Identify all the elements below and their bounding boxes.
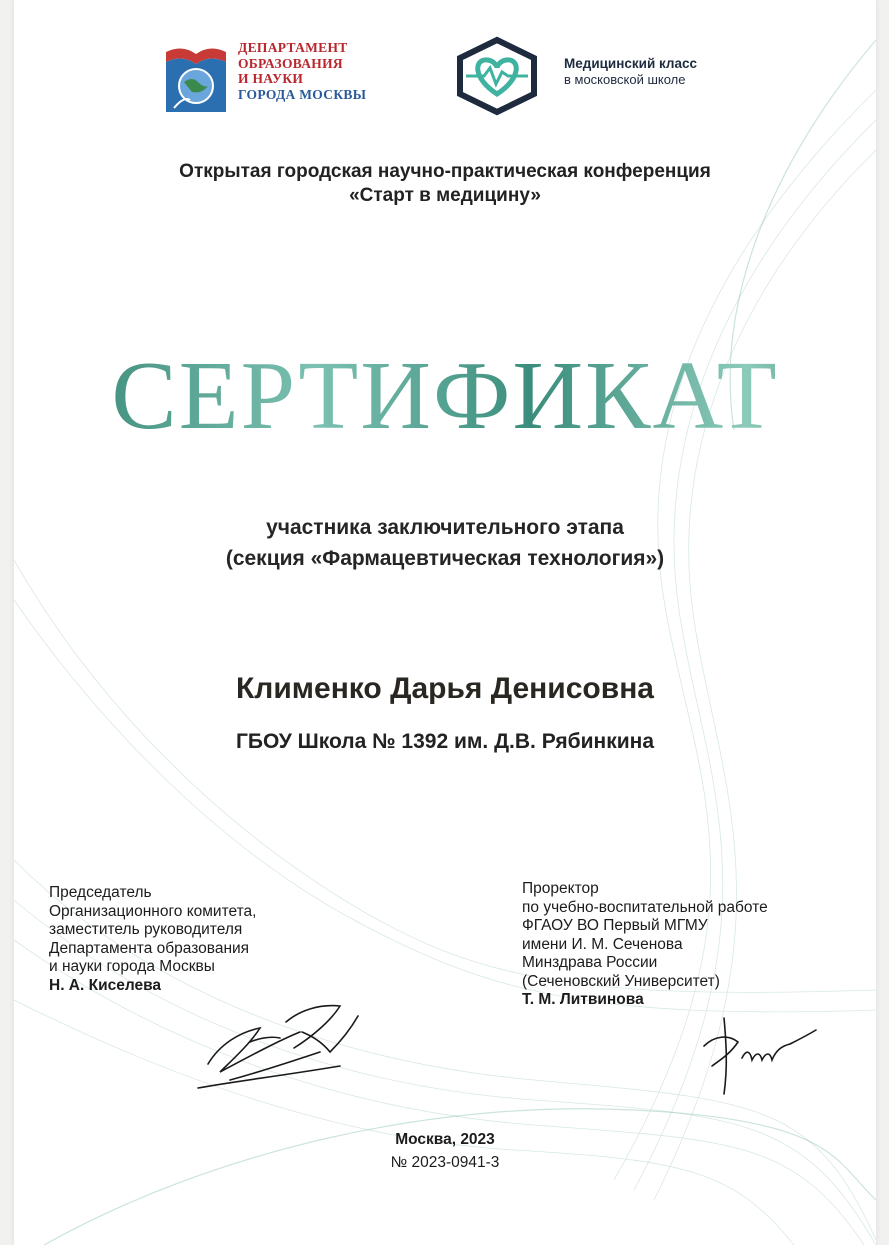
certificate-sheet (14, 0, 876, 1245)
signatory-right-line: ФГАОУ ВО Первый МГМУ (522, 917, 708, 934)
book-globe-icon (164, 42, 228, 114)
signatory-left-line: заместитель руководителя (49, 921, 243, 938)
signatory-left-line: Департамента образования (49, 939, 250, 957)
participant-line: участника заключительного этапа (266, 516, 624, 539)
recipient-school: ГБОУ Школа № 1392 им. Д.В. Рябинкина (235, 730, 655, 753)
signatory-right-line: Проректор (522, 880, 599, 897)
recipient-name: Клименко Дарья Денисовна (236, 672, 654, 705)
signature-left (190, 992, 380, 1102)
signatory-left (49, 884, 256, 995)
med-logo-subtitle: в московской школе (564, 72, 686, 87)
signatory-left-line: и науки города Москвы (49, 958, 215, 975)
participant-description (14, 512, 876, 574)
signatory-right-line: имени И. М. Сеченова (522, 935, 683, 953)
place-and-number (14, 1128, 876, 1174)
conference-title (14, 160, 876, 208)
signatory-left-name: Н. А. Киселева (49, 976, 162, 994)
conference-line: Открытая городская научно-практическая конференция (179, 161, 711, 182)
certificate-title: СЕРТИФИКАТ (14, 340, 876, 452)
signatory-right-line: по учебно-воспитательной работе (522, 898, 768, 916)
place-year: Москва, 2023 (395, 1131, 495, 1148)
signatory-right-line: Минздрава России (522, 954, 658, 971)
signatory-left-line: Организационного комитета, (49, 902, 257, 920)
dept-education-logo (164, 38, 404, 118)
dept-logo-line: И НАУКИ (238, 71, 304, 86)
signature-right (694, 1010, 824, 1100)
dept-logo-line: ГОРОДА МОСКВЫ (238, 86, 367, 102)
signatory-right-name: Т. М. Литвинова (522, 991, 644, 1008)
dept-logo-line: ДЕПАРТАМЕНТ (238, 40, 348, 55)
medical-class-logo (452, 36, 782, 116)
certificate-number: № 2023-0941-3 (390, 1154, 500, 1171)
participant-line: (секция «Фармацевтическая технология») (225, 547, 665, 570)
heart-pulse-icon (452, 36, 542, 116)
signatory-left-line: Председатель (49, 884, 152, 901)
signatory-right-line: (Сеченовский Университет) (522, 972, 720, 990)
dept-logo-line: ОБРАЗОВАНИЯ (238, 55, 343, 71)
conference-line: «Старт в медицину» (349, 185, 541, 206)
signatory-right (522, 880, 768, 1010)
med-logo-title: Медицинский класс (564, 56, 698, 71)
